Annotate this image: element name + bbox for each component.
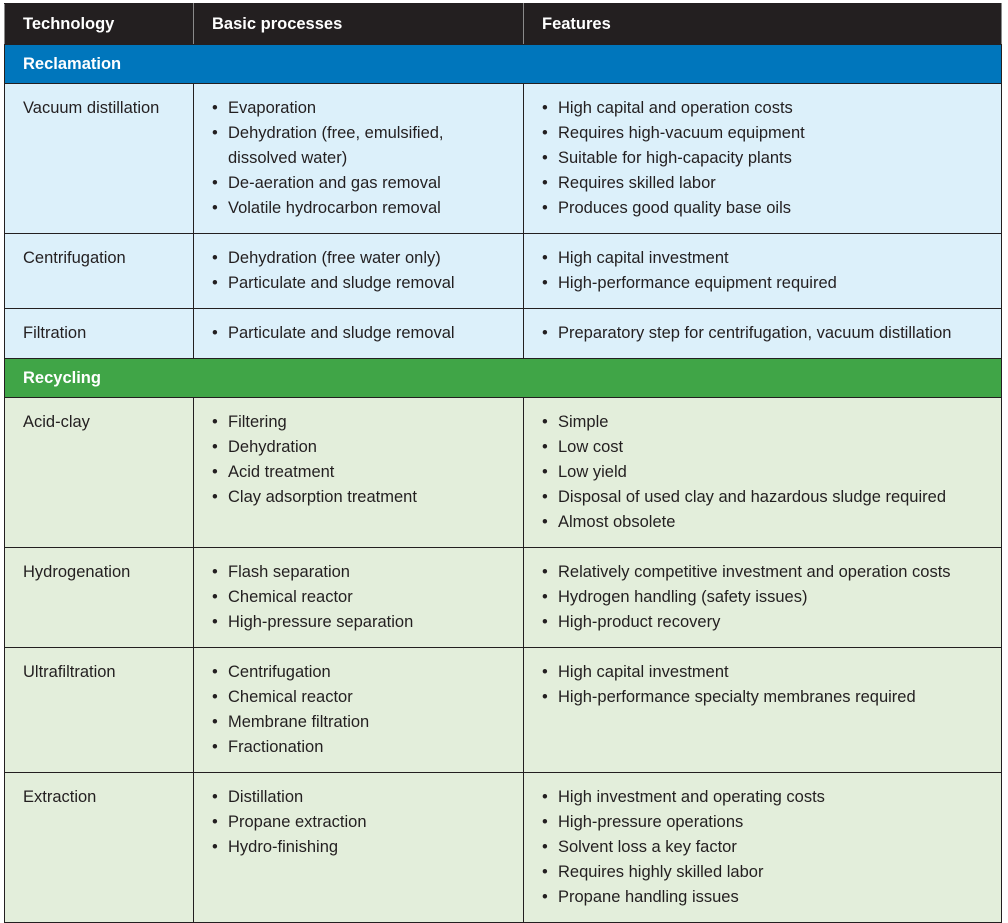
list-item: • Low yield: [542, 460, 991, 485]
list-item: • Dehydration: [212, 435, 513, 460]
list-item: • Fractionation: [212, 735, 513, 760]
list-item: • Flash separation: [212, 560, 513, 585]
section-header-row: [5, 45, 1002, 84]
table-row: [5, 234, 1002, 309]
section-recycling: [5, 359, 1002, 923]
table-row: [5, 773, 1002, 923]
list-item: • High capital investment: [542, 246, 991, 271]
list-item: • Propane extraction: [212, 810, 513, 835]
technology-cell: Ultrafiltration: [5, 648, 194, 773]
processes-cell: [194, 84, 524, 234]
processes-list: [212, 785, 513, 860]
processes-cell: [194, 773, 524, 923]
header-technology: Technology: [5, 4, 194, 45]
list-item: • Chemical reactor: [212, 585, 513, 610]
section-title-recycling: Recycling: [5, 359, 1002, 398]
technology-comparison-table-wrapper: [4, 3, 1001, 923]
technology-cell: Centrifugation: [5, 234, 194, 309]
features-list: [542, 410, 991, 535]
header-basic-processes: Basic processes: [194, 4, 524, 45]
list-item: • Particulate and sludge removal: [212, 321, 513, 346]
list-item: • Volatile hydrocarbon removal: [212, 196, 513, 221]
list-item: • Clay adsorption treatment: [212, 485, 513, 510]
list-item: • Preparatory step for centrifugation, vacuum distillation: [542, 321, 991, 346]
table-header: [5, 4, 1002, 45]
technology-cell: Extraction: [5, 773, 194, 923]
section-reclamation: [5, 45, 1002, 359]
features-list: [542, 321, 991, 346]
list-item: • Low cost: [542, 435, 991, 460]
processes-list: [212, 660, 513, 760]
list-item: • High capital investment: [542, 660, 991, 685]
processes-list: [212, 560, 513, 635]
features-cell: [524, 773, 1002, 923]
processes-list: [212, 410, 513, 510]
list-item: • Produces good quality base oils: [542, 196, 991, 221]
list-item: • Requires highly skilled labor: [542, 860, 991, 885]
list-item: • Propane handling issues: [542, 885, 991, 910]
list-item: • High-performance specialty membranes required: [542, 685, 991, 710]
processes-cell: [194, 234, 524, 309]
list-item: • Membrane filtration: [212, 710, 513, 735]
technology-comparison-table: [4, 3, 1002, 923]
list-item: • Hydrogen handling (safety issues): [542, 585, 991, 610]
list-item: • Relatively competitive investment and operation costs: [542, 560, 991, 585]
technology-cell: Acid-clay: [5, 398, 194, 548]
table-row: [5, 648, 1002, 773]
technology-cell: Hydrogenation: [5, 548, 194, 648]
features-list: [542, 560, 991, 635]
list-item: • Simple: [542, 410, 991, 435]
table-row: [5, 309, 1002, 359]
features-cell: [524, 309, 1002, 359]
list-item: • Particulate and sludge removal: [212, 271, 513, 296]
features-list: [542, 96, 991, 221]
table-row: [5, 548, 1002, 648]
list-item: • Disposal of used clay and hazardous sludge required: [542, 485, 991, 510]
processes-cell: [194, 398, 524, 548]
list-item: • High capital and operation costs: [542, 96, 991, 121]
list-item: • Almost obsolete: [542, 510, 991, 535]
processes-cell: [194, 309, 524, 359]
processes-cell: [194, 548, 524, 648]
features-cell: [524, 84, 1002, 234]
table-row: [5, 398, 1002, 548]
technology-cell: Filtration: [5, 309, 194, 359]
features-cell: [524, 398, 1002, 548]
technology-cell: Vacuum distillation: [5, 84, 194, 234]
processes-cell: [194, 648, 524, 773]
features-cell: [524, 648, 1002, 773]
list-item: • High-performance equipment required: [542, 271, 991, 296]
header-row: [5, 4, 1002, 45]
list-item: • Acid treatment: [212, 460, 513, 485]
list-item: • High investment and operating costs: [542, 785, 991, 810]
list-item: • De-aeration and gas removal: [212, 171, 513, 196]
processes-list: [212, 246, 513, 296]
list-item: • Dehydration (free water only): [212, 246, 513, 271]
processes-list: [212, 321, 513, 346]
list-item: • Dehydration (free, emulsified, dissolved water): [212, 121, 513, 171]
list-item: • Centrifugation: [212, 660, 513, 685]
list-item: • Distillation: [212, 785, 513, 810]
features-cell: [524, 234, 1002, 309]
list-item: • High-pressure separation: [212, 610, 513, 635]
features-list: [542, 246, 991, 296]
list-item: • High-product recovery: [542, 610, 991, 635]
list-item: • Solvent loss a key factor: [542, 835, 991, 860]
features-cell: [524, 548, 1002, 648]
list-item: • Suitable for high-capacity plants: [542, 146, 991, 171]
features-list: [542, 785, 991, 910]
features-list: [542, 660, 991, 710]
section-title-reclamation: Reclamation: [5, 45, 1002, 84]
list-item: • Evaporation: [212, 96, 513, 121]
header-features: Features: [524, 4, 1002, 45]
list-item: • Filtering: [212, 410, 513, 435]
list-item: • Requires high-vacuum equipment: [542, 121, 991, 146]
list-item: • Chemical reactor: [212, 685, 513, 710]
list-item: • Requires skilled labor: [542, 171, 991, 196]
list-item: • Hydro-finishing: [212, 835, 513, 860]
list-item: • High-pressure operations: [542, 810, 991, 835]
processes-list: [212, 96, 513, 221]
table-row: [5, 84, 1002, 234]
section-header-row: [5, 359, 1002, 398]
